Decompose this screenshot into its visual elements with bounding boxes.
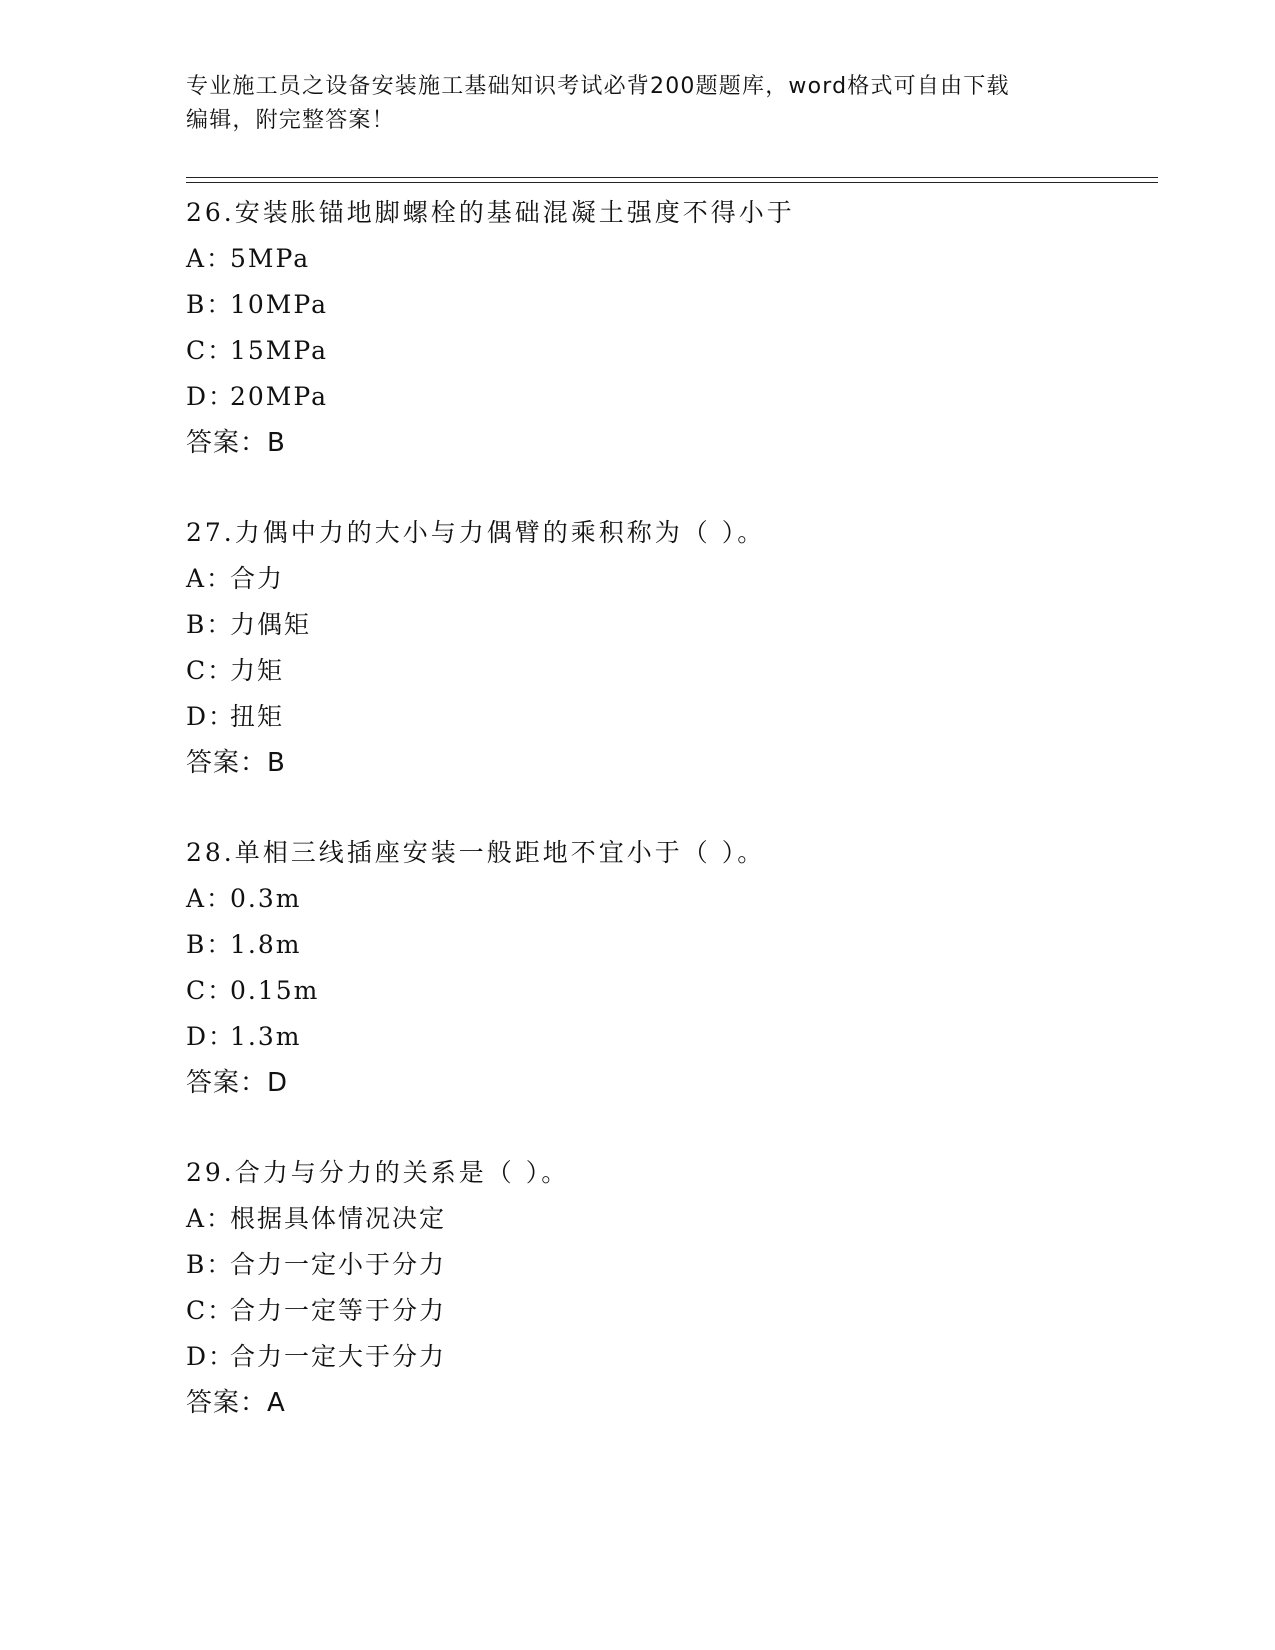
option-c	[186, 648, 1186, 694]
option-letter: C：	[186, 656, 235, 685]
header-line-2: 编辑，附完整答案！	[186, 108, 395, 133]
option-text: 10MPa	[230, 290, 329, 319]
option-text: 20MPa	[230, 382, 329, 411]
option-letter: D：	[186, 382, 236, 411]
header-divider-bottom	[186, 182, 1158, 183]
option-letter: D：	[186, 702, 236, 731]
option-letter: B：	[186, 290, 234, 319]
option-text: 合力一定等于分力	[230, 1296, 447, 1325]
option-letter: B：	[186, 930, 234, 959]
option-text: 合力	[230, 564, 285, 593]
question-29	[186, 1150, 1186, 1470]
answer-label: 答案：B	[186, 748, 286, 778]
answer-label: 答案：D	[186, 1068, 289, 1098]
option-text: 15MPa	[230, 336, 329, 365]
option-a	[186, 1196, 1186, 1242]
option-text: 5MPa	[230, 244, 311, 273]
question-26	[186, 190, 1186, 510]
option-b	[186, 922, 1186, 968]
header-line-1: 专业施工员之设备安装施工基础知识考试必背200题题库，word格式可自由下载	[186, 74, 1010, 99]
option-text: 合力一定大于分力	[230, 1342, 447, 1371]
option-text: 0.15m	[230, 976, 320, 1005]
question-stem: 28.单相三线插座安装一般距地不宜小于（ ）。	[186, 838, 766, 867]
option-text: 0.3m	[230, 884, 302, 913]
option-text: 1.3m	[230, 1022, 302, 1051]
option-letter: C：	[186, 976, 235, 1005]
header-divider-top	[186, 177, 1158, 178]
option-letter: A：	[186, 564, 234, 593]
option-a	[186, 236, 1186, 282]
question-stem: 26.安装胀锚地脚螺栓的基础混凝土强度不得小于	[186, 198, 795, 227]
option-text: 1.8m	[230, 930, 302, 959]
option-text: 力偶矩	[230, 610, 312, 639]
answer-label: 答案：B	[186, 428, 286, 458]
question-28	[186, 830, 1186, 1150]
answer-label: 答案：A	[186, 1388, 286, 1418]
option-letter: D：	[186, 1342, 236, 1371]
option-a	[186, 876, 1186, 922]
option-c	[186, 328, 1186, 374]
option-letter: A：	[186, 884, 234, 913]
question-list	[186, 190, 1186, 1470]
option-text: 根据具体情况决定	[230, 1204, 447, 1233]
option-letter: D：	[186, 1022, 236, 1051]
option-letter: C：	[186, 336, 235, 365]
option-letter: A：	[186, 244, 234, 273]
option-d	[186, 1014, 1186, 1060]
option-d	[186, 1334, 1186, 1380]
document-header	[186, 70, 1066, 138]
option-text: 力矩	[230, 656, 285, 685]
option-c	[186, 968, 1186, 1014]
option-letter: B：	[186, 610, 234, 639]
question-27	[186, 510, 1186, 830]
option-letter: B：	[186, 1250, 234, 1279]
option-b	[186, 1242, 1186, 1288]
option-letter: A：	[186, 1204, 234, 1233]
option-text: 合力一定小于分力	[230, 1250, 447, 1279]
option-a	[186, 556, 1186, 602]
option-b	[186, 282, 1186, 328]
question-stem: 29.合力与分力的关系是（ ）。	[186, 1158, 570, 1187]
question-stem: 27.力偶中力的大小与力偶臂的乘积称为（ ）。	[186, 518, 766, 547]
option-d	[186, 694, 1186, 740]
option-text: 扭矩	[230, 702, 285, 731]
option-c	[186, 1288, 1186, 1334]
option-letter: C：	[186, 1296, 235, 1325]
option-d	[186, 374, 1186, 420]
option-b	[186, 602, 1186, 648]
